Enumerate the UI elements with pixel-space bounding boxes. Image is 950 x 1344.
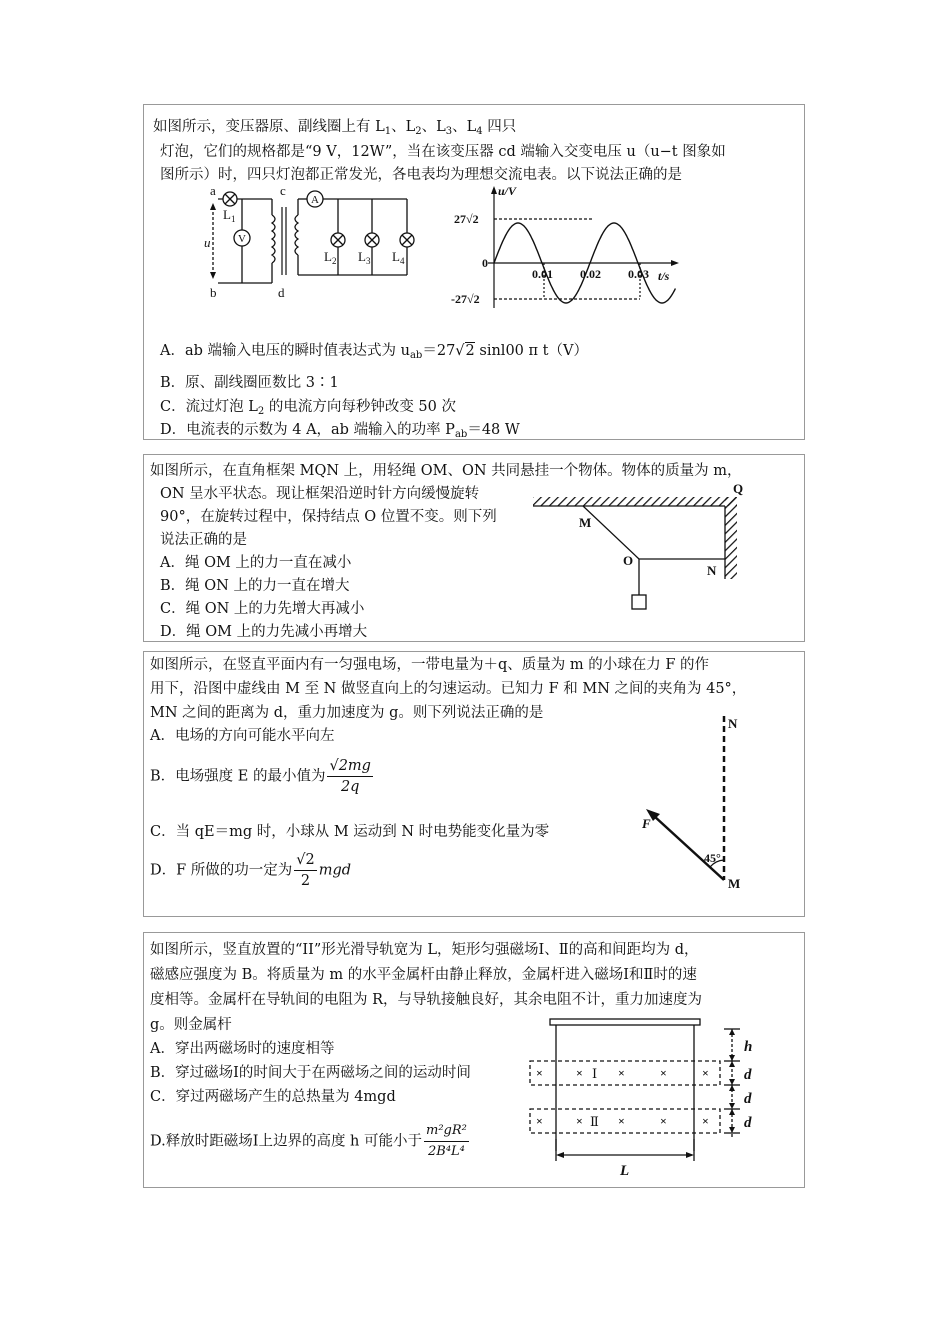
q4-option-c: C．穿过两磁场产生的总热量为 4mgd — [150, 1089, 396, 1105]
q1-stem-line-1: 如图所示，变压器原、副线圈上有 $L_1$、$L_2$、$L_3$、$L_4$ 四只 — [153, 119, 517, 137]
svg-text:0.01: 0.01 — [532, 267, 553, 281]
svg-text:Q: Q — [733, 483, 744, 496]
q3-stem-line-3: MN 之间的距离为 d，重力加速度为 g。则下列说法正确的是 — [150, 705, 544, 721]
q4-option-a: A．穿出两磁场时的速度相等 — [150, 1041, 335, 1057]
svg-text:45°: 45° — [704, 851, 721, 865]
svg-text:M: M — [728, 876, 741, 891]
svg-text:h: h — [744, 1039, 753, 1055]
svg-text:d: d — [744, 1067, 752, 1083]
svg-text:L: L — [324, 249, 332, 264]
q3-stem-line-1: 如图所示，在竖直平面内有一匀强电场，一带电量为＋q、质量为 m 的小球在力 F 的作 — [150, 657, 710, 673]
svg-text:×: × — [702, 1114, 709, 1128]
q4-stem-line-4: g。则金属杆 — [150, 1017, 232, 1033]
svg-text:a: a — [210, 185, 216, 198]
q2-stem-line-1: 如图所示，在直角框架 MQN 上，用轻绳 OM、ON 共同悬挂一个物体。物体的质量为 m， — [150, 463, 742, 479]
svg-text:O: O — [623, 553, 634, 568]
svg-text:N: N — [707, 563, 717, 578]
electric-field-force-diagram — [634, 708, 764, 898]
q4-option-b: B．穿过磁场Ⅰ的时间大于在两磁场之间的运动时间 — [150, 1065, 471, 1081]
svg-text:1: 1 — [231, 214, 236, 224]
frame-mqn-diagram — [529, 483, 749, 613]
svg-text:-27√2: -27√2 — [451, 292, 480, 306]
q3-option-d: D．F 所做的功一定为 $\frac{√2}{2}$ mgd — [150, 852, 352, 889]
q4-stem-line-1: 如图所示，竖直放置的“II”形光滑导轨宽为 L，矩形匀强磁场Ⅰ、Ⅱ的高和间距均为 d， — [150, 942, 699, 958]
svg-text:u: u — [204, 235, 211, 250]
q1-option-a: A．ab 端输入电压的瞬时值表达式为 $u_{ab}=27√2$ sinl00 π t（V） — [160, 343, 588, 361]
q2-stem-line-2: ON 呈水平状态。现让框架沿逆时针方向缓慢旋转 — [160, 486, 480, 502]
svg-text:L: L — [223, 207, 231, 222]
svg-text:×: × — [536, 1066, 543, 1080]
q1-option-b: B．原、副线圈匝数比 3∶1 — [160, 375, 339, 391]
q3-option-b: B．电场强度 E 的最小值为 $\frac{√2mg}{2q}$ — [150, 758, 371, 795]
q1-stem-line-2: 灯泡，它们的规格都是“9 V，12W”，当在该变压器 cd 端输入交变电压 u（u−t 图象如 — [160, 144, 726, 160]
question-2-box — [143, 454, 805, 642]
q4-stem-line-3: 度相等。金属杆在导轨间的电阻为 R，与导轨接触良好，其余电阻不计，重力加速度为 — [150, 992, 703, 1008]
svg-text:0.02: 0.02 — [580, 267, 601, 281]
q2-option-b: B．绳 ON 上的力一直在增大 — [160, 578, 350, 594]
svg-text:×: × — [702, 1066, 709, 1080]
svg-text:Ⅰ: Ⅰ — [592, 1066, 598, 1081]
q2-option-d: D．绳 OM 上的力先减小再增大 — [160, 624, 368, 640]
q4-stem-line-2: 磁感应强度为 B。将质量为 m 的水平金属杆由静止释放，金属杆进入磁场Ⅰ和Ⅱ时的速 — [150, 967, 697, 983]
svg-text:F: F — [642, 816, 651, 831]
question-1-box — [143, 104, 805, 440]
svg-text:0: 0 — [482, 256, 488, 270]
svg-text:2: 2 — [332, 256, 337, 266]
svg-text:u/V: u/V — [498, 184, 517, 198]
svg-text:d: d — [278, 285, 285, 300]
q2-stem-line-3: 90°，在旋转过程中，保持结点 O 位置不变。则下列 — [160, 509, 497, 525]
q2-stem-line-4: 说法正确的是 — [160, 532, 247, 548]
svg-text:d: d — [744, 1091, 752, 1107]
question-4-box — [143, 932, 805, 1188]
svg-text:t/s: t/s — [658, 269, 670, 283]
transformer-circuit-diagram — [202, 185, 422, 300]
svg-text:L: L — [620, 1163, 630, 1179]
svg-text:3: 3 — [366, 256, 371, 266]
voltage-time-graph — [444, 183, 684, 313]
q2-option-a: A．绳 OM 上的力一直在减小 — [160, 555, 352, 571]
q3-stem-line-2: 用下，沿图中虚线由 M 至 N 做竖直向上的匀速运动。已知力 F 和 MN 之间的夹角为 45°， — [150, 681, 747, 697]
svg-text:d: d — [744, 1115, 752, 1131]
svg-text:Ⅱ: Ⅱ — [590, 1114, 599, 1129]
q3-option-a: A．电场的方向可能水平向左 — [150, 728, 335, 744]
svg-text:0.03: 0.03 — [628, 267, 649, 281]
svg-text:27√2: 27√2 — [454, 212, 479, 226]
svg-text:N: N — [728, 716, 738, 731]
svg-text:×: × — [576, 1066, 583, 1080]
svg-text:V: V — [238, 233, 246, 245]
svg-text:b: b — [210, 285, 217, 300]
q3-option-c: C．当 qE＝mg 时，小球从 M 运动到 N 时电势能变化量为零 — [150, 824, 550, 840]
svg-text:L: L — [358, 249, 366, 264]
svg-text:×: × — [618, 1066, 625, 1080]
q2-option-c: C．绳 ON 上的力先增大再减小 — [160, 601, 365, 617]
svg-text:c: c — [280, 185, 286, 198]
svg-text:×: × — [660, 1066, 667, 1080]
svg-text:4: 4 — [400, 256, 405, 266]
magnetic-field-rail-diagram — [524, 1015, 764, 1179]
svg-text:×: × — [660, 1114, 667, 1128]
q1-option-c: C．流过灯泡 $L_2$ 的电流方向每秒钟改变 50 次 — [160, 399, 456, 417]
svg-text:A: A — [311, 194, 319, 206]
question-3-box — [143, 651, 805, 917]
svg-text:L: L — [392, 249, 400, 264]
q1-stem-line-3: 图所示）时，四只灯泡都正常发光，各电表均为理想交流电表。以下说法正确的是 — [160, 167, 682, 183]
svg-text:×: × — [618, 1114, 625, 1128]
svg-text:M: M — [579, 515, 592, 530]
q4-option-d: D.释放时距磁场Ⅰ上边界的高度 h 可能小于 $\frac{\text{m²gR²}}{\text{2B⁴L⁴}}$ — [150, 1123, 467, 1159]
svg-text:×: × — [536, 1114, 543, 1128]
q1-option-d: D．电流表的示数为 4 A，ab 端输入的功率 $P_{ab}=48$ W — [160, 422, 520, 440]
svg-text:×: × — [576, 1114, 583, 1128]
